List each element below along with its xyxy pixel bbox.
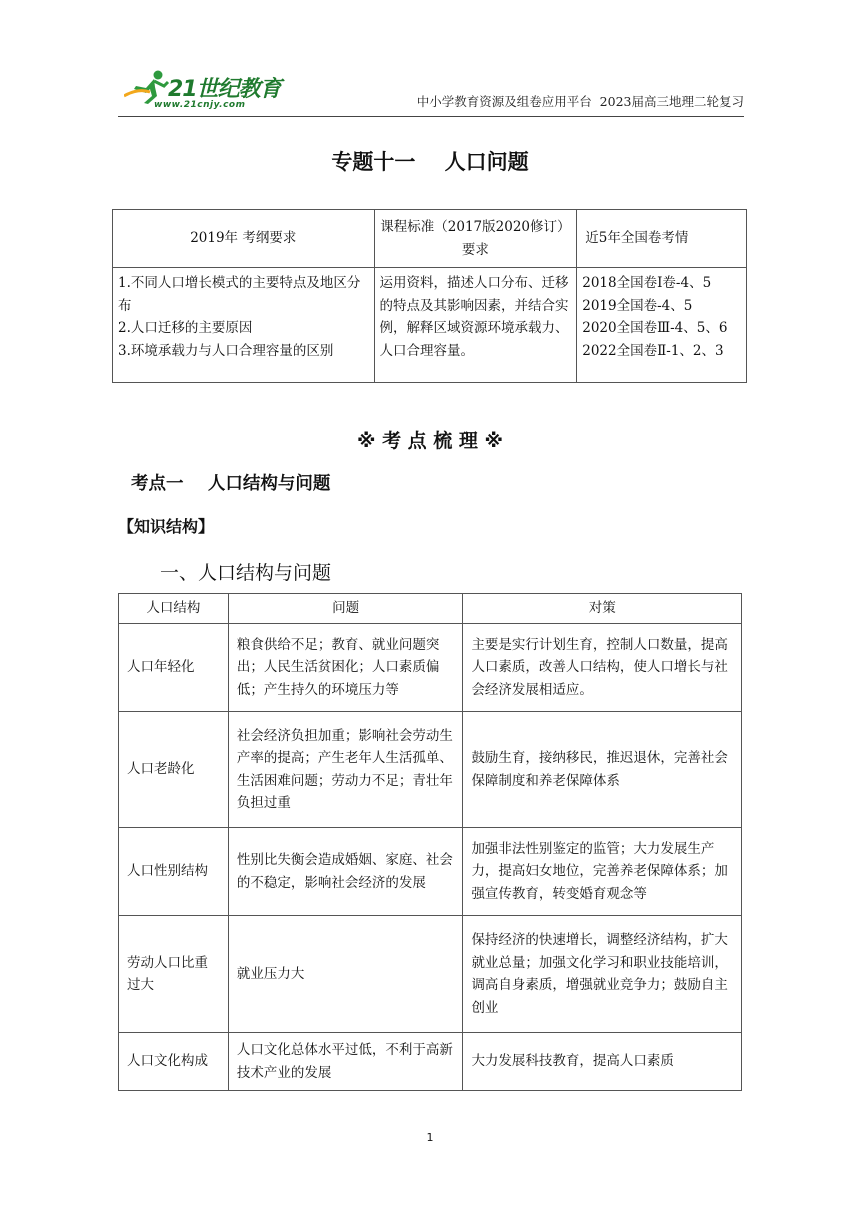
table-row [119, 624, 742, 712]
requirement-item: 1.不同人口增长模式的主要特点及地区分布 [118, 275, 361, 314]
exams-cell [577, 268, 747, 383]
type-cell: 人口性别结构 [119, 828, 229, 916]
requirement-item: 3.环境承载力与人口合理容量的区别 [118, 342, 334, 359]
table-row [119, 828, 742, 916]
measure-cell: 主要是实行计划生育，控制人口数量，提高人口素质，改善人口结构，使人口增长与社会经济发展相适应。 [463, 624, 742, 712]
header-cell: 对策 [463, 594, 742, 624]
exam-item: 2020全国卷Ⅲ-4、5、6 [582, 320, 728, 336]
exam-item: 2022全国卷Ⅱ-1、2、3 [582, 342, 724, 359]
page-title: 专题十一 人口问题 [331, 150, 529, 174]
kaodian-heading: 考点一 人口结构与问题 [131, 474, 331, 494]
subheading: 一、人口结构与问题 [160, 562, 332, 584]
page-number: 1 [426, 1131, 434, 1144]
type-cell: 人口文化构成 [119, 1033, 229, 1091]
problem-cell: 性别比失衡会造成婚姻、家庭、社会的不稳定，影响社会经济的发展 [228, 828, 463, 916]
knowledge-label: 【知识结构】 [118, 517, 215, 536]
problem-cell: 人口文化总体水平过低，不利于高新技术产业的发展 [228, 1033, 463, 1091]
logo [124, 70, 294, 116]
problem-cell: 就业压力大 [228, 916, 463, 1033]
page-header [118, 66, 744, 117]
problem-cell: 社会经济负担加重；影响社会劳动生产率的提高；产生老年人生活孤单、生活困难问题；劳动力不足；青壮年负担过重 [228, 712, 463, 828]
structure-table [118, 593, 742, 1091]
logo-text: 21世纪教育 [168, 77, 281, 102]
header-right-text: 中小学教育资源及组卷应用平台 2023届高三地理二轮复习 [416, 94, 744, 109]
standard-cell: 运用资料，描述人口分布、迁移的特点及其影响因素，并结合实例，解释区域资源环境承载力、人口合理容量。 [374, 268, 577, 383]
section-title: ※ 考 点 梳 理 ※ [356, 430, 504, 452]
header-cell: 问题 [228, 594, 463, 624]
table-row [119, 712, 742, 828]
header-cell: 课程标准（2017版2020修订）要求 [374, 210, 577, 268]
logo-url: www.21cnjy.com [154, 100, 246, 110]
problem-cell: 粮食供给不足；教育、就业问题突出；人民生活贫困化；人口素质偏低；产生持久的环境压力等 [228, 624, 463, 712]
runner-icon [124, 70, 172, 104]
type-cell: 人口年轻化 [119, 624, 229, 712]
exam-item: 2019全国卷-4、5 [582, 297, 693, 314]
requirements-cell [113, 268, 375, 383]
type-cell: 人口老龄化 [119, 712, 229, 828]
measure-cell: 大力发展科技教育，提高人口素质 [463, 1033, 742, 1091]
header-cell: 人口结构 [119, 594, 229, 624]
measure-cell: 保持经济的快速增长，调整经济结构，扩大就业总量；加强文化学习和职业技能培训，调高自身素质，增强就业竞争力；鼓励自主创业 [463, 916, 742, 1033]
measure-cell: 加强非法性别鉴定的监管；大力发展生产力，提高妇女地位，完善养老保障体系；加强宣传教育，转变婚育观念等 [463, 828, 742, 916]
exam-item: 2018全国卷Ⅰ卷-4、5 [582, 275, 712, 291]
exam-requirements-table [112, 209, 747, 383]
table-row [119, 916, 742, 1033]
type-cell: 劳动人口比重过大 [119, 916, 229, 1033]
header-cell: 近5年全国卷考情 [577, 210, 747, 268]
table-row [119, 1033, 742, 1091]
header-cell: 2019年 考纲要求 [113, 210, 375, 268]
requirement-item: 2.人口迁移的主要原因 [118, 320, 253, 336]
measure-cell: 鼓励生育，接纳移民，推迟退休，完善社会保障制度和养老保障体系 [463, 712, 742, 828]
